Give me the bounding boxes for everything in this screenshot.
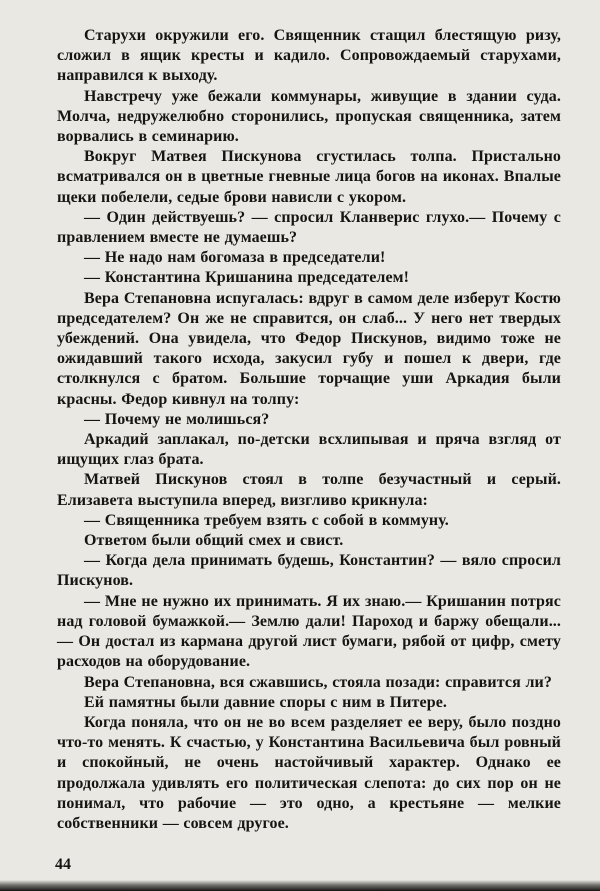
page-number: 44: [55, 856, 71, 873]
paragraph: Вера Степановна, вся сжавшись, стояла позади: справится ли?: [84, 673, 552, 691]
paragraph: Ответом были общий смех и свист.: [84, 532, 344, 550]
paragraph: Вера Степановна испугалась: вдруг в самом деле изберут Костю председателем? Он же не справится, он слаб... У него нет твердых убеждений. Она увидела, что Федор Пискунов, видимо тоже не ожидавший такого исхода, закусил губу и пошел к двери, где столкнулся с братом. Большие торчащие уши Аркадия были красны. Федор кивнул на толпу:: [57, 289, 561, 408]
scan-bottom-edge: [0, 880, 600, 891]
paragraph: Навстречу уже бежали коммунары, живущие в здании суда. Молча, недружелюбно сторонились, пропуская священника, затем ворвались в семинарию.: [57, 87, 561, 146]
paragraph: — Мне не нужно их принимать. Я их знаю.— Кришанин потряс над головой бумажкой.— Землю дали! Пароход и баржу обещали...— Он достал из кармана другой лист бумаги, рябой от цифр, смету расходов на оборудование.: [57, 592, 561, 671]
paragraph: Вокруг Матвея Пискунова сгустилась толпа. Пристально всматривался он в цветные гневные лица богов на иконах. Впалые щеки побелели, седые брови нависли с укором.: [57, 148, 561, 206]
paragraph: — Один действуешь? — спросил Кланверис глухо.— Почему с правлением вместе не думаешь?: [57, 208, 561, 247]
paragraph: Ей памятны были давние споры с ним в Питере.: [84, 693, 448, 711]
paragraph: Когда поняла, что он не во всем разделяет ее веру, было поздно что-то менять. К счастью, у Константина Васильевича был ровный и спокойный, не очень настойчивый характер. Однако ее продолжала удивлять его политическая слепота: до сих пор он не понимал, что рабочие — это одно, а крестьяне — мелкие собственники — совсем другое.: [57, 713, 561, 832]
paragraph: — Священника требуем взять с собой в коммуну.: [84, 511, 449, 529]
text-column: [57, 26, 561, 834]
paragraph: — Почему не молишься?: [84, 410, 270, 428]
paragraph: — Не надо нам богомаза в председатели!: [84, 249, 386, 267]
paragraph: Старухи окружили его. Священник стащил блестящую ризу, сложил в ящик кресты и кадило. Сопровождаемый старухами, направился к выходу.: [57, 27, 561, 85]
paragraph: — Когда дела принимать будешь, Константин? — вяло спросил Пискунов.: [57, 552, 561, 590]
paragraph: — Константина Кришанина председателем!: [84, 269, 410, 287]
paragraph: Матвей Пискунов стоял в толпе безучастный и серый. Елизавета выступила вперед, визгливо крикнула:: [57, 471, 561, 509]
paragraph: Аркадий заплакал, по-детски всхлипывая и пряча взгляд от ищущих глаз брата.: [57, 431, 561, 469]
